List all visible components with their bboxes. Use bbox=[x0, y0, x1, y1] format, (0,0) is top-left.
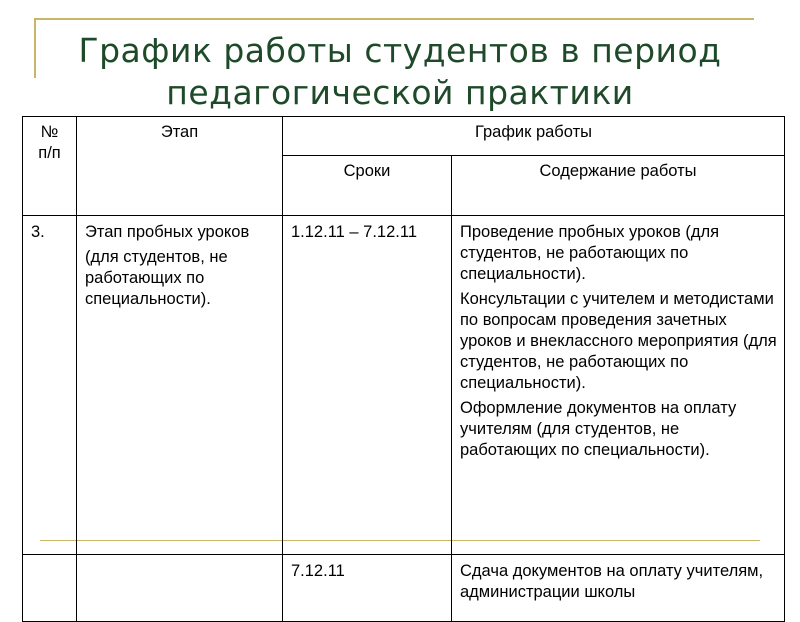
header-dates: Сроки bbox=[283, 156, 452, 216]
title-line-2: педагогической практики bbox=[166, 73, 634, 112]
table-row bbox=[23, 555, 785, 622]
row-number: 3. bbox=[23, 216, 77, 555]
content-item: Сдача документов на оплату учителям, администрации школы bbox=[460, 562, 764, 601]
schedule-table bbox=[22, 116, 785, 622]
row-number bbox=[23, 555, 77, 622]
page-title bbox=[30, 30, 770, 114]
stage-note: (для студентов, не работающих по специальности). bbox=[85, 248, 228, 308]
header-number-line2: п/п bbox=[38, 144, 61, 162]
row-dates: 1.12.11 – 7.12.11 bbox=[283, 216, 452, 555]
content-item: Проведение пробных уроков (для студентов, не работающих по специальности). bbox=[460, 223, 720, 283]
row-content bbox=[452, 216, 785, 555]
title-line-1: График работы студентов в период bbox=[78, 31, 722, 70]
top-accent-line bbox=[34, 18, 754, 20]
row-content bbox=[452, 555, 785, 622]
header-content: Содержание работы bbox=[452, 156, 785, 216]
header-stage: Этап bbox=[77, 117, 283, 216]
row-stage bbox=[77, 555, 283, 622]
header-schedule: График работы bbox=[283, 117, 785, 156]
row-stage bbox=[77, 216, 283, 555]
stage-title: Этап пробных уроков bbox=[85, 223, 250, 241]
header-row bbox=[23, 117, 785, 156]
row-dates: 7.12.11 bbox=[283, 555, 452, 622]
content-item: Консультации с учителем и методистами по вопросам проведения зачетных уроков и внеклассного мероприятия (для студентов, не работающих по специальности). bbox=[460, 290, 777, 392]
content-item: Оформление документов на оплату учителям (для студентов, не работающих по специальности). bbox=[460, 399, 737, 459]
table-row bbox=[23, 216, 785, 555]
header-number-line1: № bbox=[40, 123, 59, 141]
header-number bbox=[23, 117, 77, 216]
